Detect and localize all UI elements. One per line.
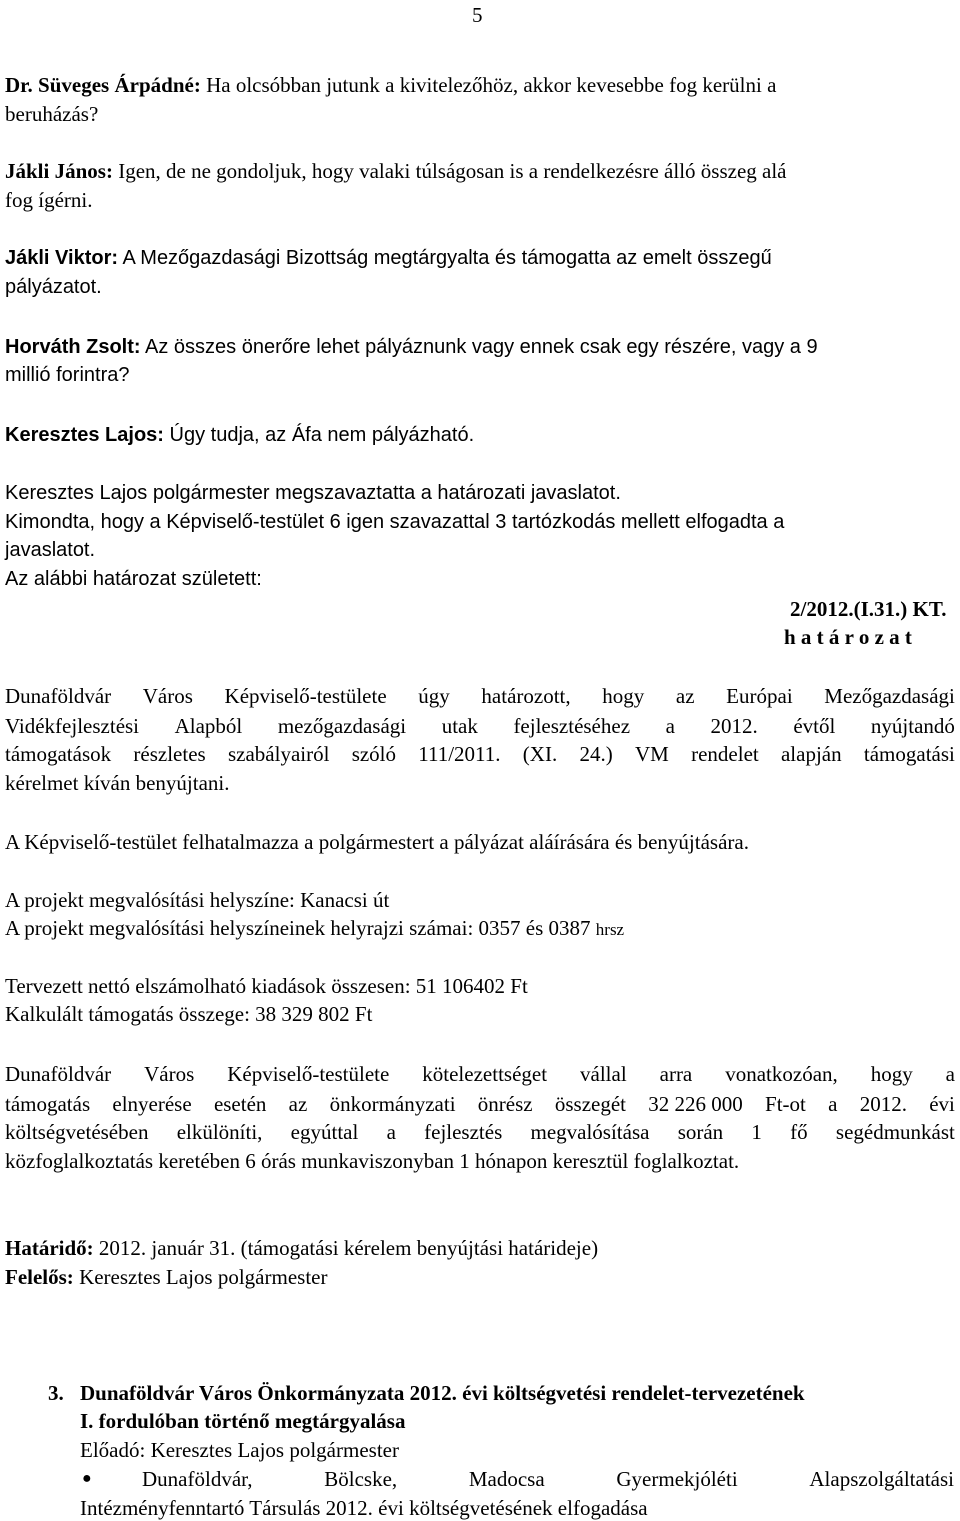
word: évi (929, 1092, 955, 1116)
responsible (5, 1264, 327, 1290)
speech-2-line-2: fog ígérni. (5, 188, 93, 212)
speaker-name: Horváth Zsolt: (5, 336, 141, 358)
responsible-label: Felelős: (5, 1265, 74, 1289)
word: esetén (213, 1092, 267, 1116)
word: VM (634, 742, 669, 766)
word: összegét (554, 1092, 627, 1116)
word: Európai (726, 684, 793, 708)
speaker-name: Jákli János: (5, 159, 113, 183)
word: a (386, 1120, 396, 1144)
word: során (677, 1120, 724, 1144)
word: Mezőgazdasági (824, 684, 955, 708)
speech-text: Ha olcsóbban jutunk a kivitelezőhöz, akkor kevesebbe fog kerülni a (206, 73, 777, 97)
word: önrész (477, 1092, 533, 1116)
word: Dunaföldvár, (142, 1467, 253, 1491)
word: részletes (133, 742, 206, 766)
agenda-item-3-title-line-1: Dunaföldvár Város Önkormányzata 2012. évi költségvetési rendelet-tervezetének (80, 1381, 805, 1405)
resolution-para-3-line-3 (5, 1119, 955, 1145)
word: vállal (580, 1062, 627, 1086)
speaker-name: Dr. Süveges Árpádné: (5, 73, 201, 97)
word: Ft-ot (765, 1092, 806, 1116)
word: az (288, 1092, 308, 1116)
word: Képviselő-testülete (224, 684, 387, 708)
responsible-value: Keresztes Lajos polgármester (79, 1265, 328, 1289)
resolution-para-3-line-4: közfoglalkoztatás keretében 6 órás munkaviszonyban 1 hónapon keresztül foglalkoztat. (5, 1149, 740, 1173)
speech-4-line-2: millió forintra? (5, 364, 130, 386)
speech-text: Igen, de ne gondoljuk, hogy valaki túlságosan is a rendelkezésre álló összeg alá (118, 159, 787, 183)
project-parcels (5, 915, 624, 943)
word: Képviselő-testülete (227, 1062, 390, 1086)
calculated-grant: Kalkulált támogatás összege: 38 329 802 Ft (5, 1002, 373, 1026)
word: Gyermekjóléti (616, 1467, 738, 1491)
word: a (665, 714, 675, 738)
word: 2012. (710, 714, 758, 738)
parcels-text: A projekt megvalósítási helyszíneinek helyrajzi számai: 0357 és 0387 (5, 916, 591, 940)
speech-3-line-1 (5, 245, 772, 271)
word: fejlesztéséhez (513, 714, 631, 738)
word: 24.) (579, 742, 613, 766)
resolution-para-3-line-2 (5, 1091, 955, 1117)
word: segédmunkást (835, 1120, 955, 1144)
planned-costs: Tervezett nettó elszámolható kiadások összesen: 51 106402 Ft (5, 974, 528, 998)
word: fő (790, 1120, 808, 1144)
speaker-name: Jákli Viktor: (5, 247, 119, 269)
word: hogy (602, 684, 645, 708)
word: 2012. (859, 1092, 907, 1116)
deadline (5, 1235, 598, 1261)
speech-text: Úgy tudja, az Áfa nem pályázható. (169, 424, 475, 446)
word: nyújtandó (870, 714, 955, 738)
word: Bölcske, (324, 1467, 398, 1491)
word: 32 226 000 (648, 1092, 743, 1116)
speech-text: A Mezőgazdasági Bizottság megtárgyalta és támogatta az emelt összegű (122, 247, 772, 269)
word: (XI. (522, 742, 558, 766)
word: évtől (793, 714, 836, 738)
word: fejlesztés (424, 1120, 503, 1144)
speech-5-line-1 (5, 422, 474, 448)
deadline-label: Határidő: (5, 1236, 94, 1260)
word: szabályairól (227, 742, 330, 766)
word: a (945, 1062, 955, 1086)
page-number: 5 (472, 3, 483, 27)
word: Város (142, 684, 193, 708)
agenda-item-3-bullet-line-1 (142, 1466, 954, 1492)
resolution-para-1-line-4: kérelmet kíván benyújtani. (5, 771, 230, 795)
agenda-item-3-number: 3. (48, 1381, 64, 1405)
word: hogy (870, 1062, 913, 1086)
word: támogatások (5, 742, 112, 766)
vote-line-4: Az alábbi határozat született: (5, 568, 262, 590)
word: Alapból (174, 714, 243, 738)
speech-3-line-2: pályázatot. (5, 276, 102, 298)
resolution-para-1-line-3 (5, 741, 955, 767)
word: megvalósítása (530, 1120, 650, 1144)
word: arra (659, 1062, 693, 1086)
speech-4-line-1 (5, 334, 818, 360)
vote-line-3: javaslatot. (5, 539, 96, 561)
word: támogatási (863, 742, 955, 766)
agenda-item-3-bullet-line-2: Intézményfenntartó Társulás 2012. évi költségvetésének elfogadása (80, 1496, 648, 1520)
word: önkormányzati (329, 1092, 456, 1116)
bullet-icon: ● (82, 1470, 92, 1487)
speech-2-line-1 (5, 158, 787, 184)
resolution-number: 2/2012.(I.31.) KT. (790, 597, 947, 621)
word: alapján (780, 742, 842, 766)
speaker-name: Keresztes Lajos: (5, 424, 164, 446)
word: támogatás (5, 1092, 91, 1116)
vote-line-1: Keresztes Lajos polgármester megszavaztatta a határozati javaslatot. (5, 482, 621, 504)
word: határozott, (481, 684, 571, 708)
word: egyúttal (290, 1120, 359, 1144)
agenda-item-3-presenter: Előadó: Keresztes Lajos polgármester (80, 1438, 399, 1462)
word: a (828, 1092, 838, 1116)
word: Dunaföldvár (5, 684, 112, 708)
project-location: A projekt megvalósítási helyszíne: Kanacsi út (5, 888, 390, 912)
word: kötelezettséget (422, 1062, 548, 1086)
vote-line-2: Kimondta, hogy a Képviselő-testület 6 igen szavazattal 3 tartózkodás mellett elfogadta a (5, 511, 785, 533)
word: elkülöníti, (176, 1120, 263, 1144)
word: Dunaföldvár (5, 1062, 112, 1086)
word: Város (144, 1062, 195, 1086)
word: szóló (351, 742, 397, 766)
resolution-para-3-line-1 (5, 1061, 955, 1087)
word: úgy (418, 684, 450, 708)
parcels-suffix: hrsz (595, 920, 625, 939)
resolution-para-2: A Képviselő-testület felhatalmazza a polgármestert a pályázat aláírására és benyújtására. (5, 830, 749, 854)
agenda-item-3-title-line-2: I. fordulóban történő megtárgyalása (80, 1409, 406, 1433)
word: 111/2011. (418, 742, 501, 766)
resolution-title: h a t á r o z a t (784, 625, 912, 649)
word: mezőgazdasági (277, 714, 407, 738)
resolution-para-1-line-2 (5, 713, 955, 739)
word: Vidékfejlesztési (5, 714, 140, 738)
word: Madocsa (468, 1467, 545, 1491)
word: költségvetésében (5, 1120, 149, 1144)
speech-1-line-2: beruházás? (5, 102, 99, 126)
word: rendelet (691, 742, 759, 766)
deadline-value: 2012. január 31. (támogatási kérelem benyújtási határideje) (98, 1236, 599, 1260)
word: az (675, 684, 695, 708)
speech-text: Az összes önerőre lehet pályáznunk vagy ennek csak egy részére, vagy a 9 (145, 336, 818, 358)
word: vonatkozóan, (725, 1062, 838, 1086)
resolution-para-1-line-1 (5, 683, 955, 709)
word: elnyerése (112, 1092, 192, 1116)
word: Alapszolgáltatási (809, 1467, 954, 1491)
word: 1 (751, 1120, 762, 1144)
word: utak (441, 714, 478, 738)
speech-1-line-1 (5, 72, 776, 98)
